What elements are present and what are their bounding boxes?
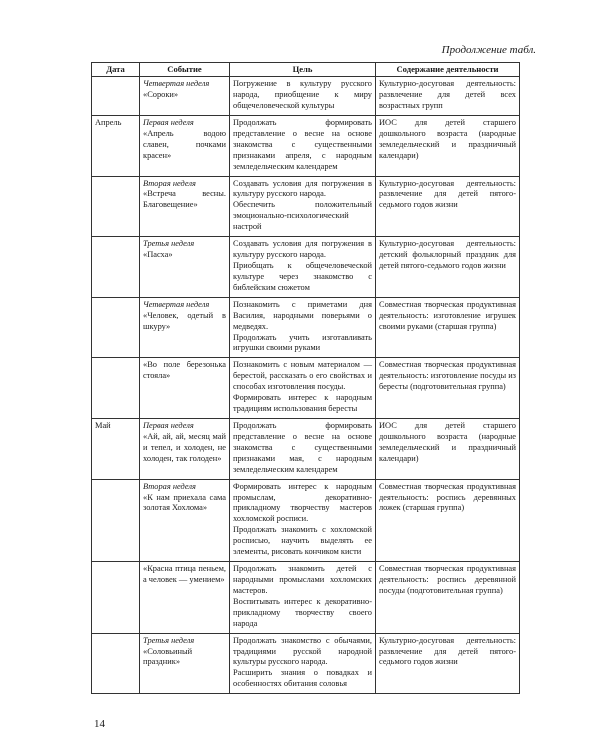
event-cell bbox=[140, 297, 230, 358]
event-cell bbox=[140, 176, 230, 237]
content-cell bbox=[376, 77, 520, 116]
date-cell bbox=[92, 479, 140, 561]
header-date: Дата bbox=[92, 63, 140, 77]
week-label: Четвертая неделя bbox=[143, 299, 210, 309]
content-text: ИОС для детей старшего дошкольного возраста (народные земледельческий и праздничный календари) bbox=[379, 420, 516, 463]
table-row bbox=[92, 115, 520, 176]
week-label: Третья неделя bbox=[143, 239, 195, 249]
goal-text: Продолжать формировать представление о весне на основе знакомства с существенными признаками мая, с народным земледельческим календарем bbox=[233, 420, 372, 474]
event-cell bbox=[140, 633, 230, 694]
event-cell bbox=[140, 479, 230, 561]
goal-text: Расширить знания о повадках и особенностях обитания соловья bbox=[233, 668, 372, 689]
page-number: 14 bbox=[94, 718, 105, 730]
table-row bbox=[92, 176, 520, 237]
header-event: Событие bbox=[140, 63, 230, 77]
table-row bbox=[92, 562, 520, 634]
date-cell bbox=[92, 176, 140, 237]
content-text: Совместная творческая продуктивная деятельность: роспись деревянной посуды (подготовительная группа) bbox=[379, 564, 516, 595]
date-cell: Май bbox=[92, 418, 140, 479]
table-row bbox=[92, 237, 520, 298]
goal-cell bbox=[230, 418, 376, 479]
goal-cell bbox=[230, 358, 376, 419]
week-label: Вторая неделя bbox=[143, 481, 196, 491]
week-label: Четвертая неделя bbox=[143, 79, 210, 89]
goal-text: Продолжать учить изготавливать игрушки своими руками bbox=[233, 332, 372, 353]
goal-text: Создавать условия для погружения в культуру русского народа. bbox=[233, 239, 372, 260]
event-cell bbox=[140, 237, 230, 298]
goal-text: Познакомить с приметами дня Василия, народными поверьями о медведях. bbox=[233, 299, 372, 331]
table-continuation-caption: Продолжение табл. bbox=[441, 44, 536, 56]
event-cell bbox=[140, 77, 230, 116]
content-text: Совместная творческая продуктивная деятельность: изготовление посуды из бересты (подготовительная группа) bbox=[379, 360, 516, 392]
date-cell: Апрель bbox=[92, 115, 140, 176]
content-text: Совместная творческая продуктивная деятельность: роспись деревянных ложек (старшая группа) bbox=[379, 481, 516, 513]
event-cell bbox=[140, 115, 230, 176]
content-cell bbox=[376, 237, 520, 298]
goal-text: Погружение в культуру русского народа, приобщение к миру общечеловеческой культуры bbox=[233, 79, 372, 111]
content-text: Культурно-досуговая деятельность: развлечение для детей всех возрастных групп bbox=[379, 79, 516, 111]
goal-cell bbox=[230, 176, 376, 237]
header-goal: Цель bbox=[230, 63, 376, 77]
content-cell bbox=[376, 633, 520, 694]
goal-text: Формировать интерес к народным промыслам, декоративно-прикладному творчеству мастеров хохломской росписи. bbox=[233, 481, 372, 524]
table-row bbox=[92, 358, 520, 419]
content-cell bbox=[376, 297, 520, 358]
content-text: ИОС для детей старшего дошкольного возраста (народные земледельческий и праздничный календари) bbox=[379, 117, 516, 160]
date-cell bbox=[92, 237, 140, 298]
goal-text: Воспитывать интерес к декоративно-прикладному творчеству своего народа bbox=[233, 596, 372, 628]
content-text: Культурно-досуговая деятельность: развлечение для детей пятого-седьмого годов жизни bbox=[379, 178, 516, 210]
goal-text: Продолжать знакомить детей с народными промыслами хохломских мастеров. bbox=[233, 564, 372, 595]
table-row bbox=[92, 77, 520, 116]
date-cell bbox=[92, 77, 140, 116]
goal-text: Приобщать к общечеловеческой культуре через знакомство с библейским сюжетом bbox=[233, 261, 372, 292]
goal-cell bbox=[230, 479, 376, 561]
event-cell bbox=[140, 418, 230, 479]
week-label: Первая неделя bbox=[143, 420, 194, 430]
content-text: Совместная творческая продуктивная деятельность: изготовление игрушек своими руками (старшая группа) bbox=[379, 299, 516, 331]
goal-text: Создавать условия для погружения в культуру русского народа. bbox=[233, 178, 372, 199]
goal-cell bbox=[230, 237, 376, 298]
week-label: Третья неделя bbox=[143, 635, 195, 645]
table-row bbox=[92, 418, 520, 479]
event-title: «Во поле березонька стояла» bbox=[143, 360, 226, 381]
goal-text: Продолжать знакомить с хохломской росписью, научить выделять ее элементы, рисовать кончиком кисти bbox=[233, 525, 372, 557]
table-row bbox=[92, 297, 520, 358]
goal-cell bbox=[230, 77, 376, 116]
event-title: «Красна птица пеньем, а человек — умением» bbox=[143, 564, 226, 584]
date-cell bbox=[92, 358, 140, 419]
header-content: Содержание деятельности bbox=[376, 63, 520, 77]
week-label: Вторая неделя bbox=[143, 178, 196, 188]
event-title: «Пасха» bbox=[143, 250, 173, 260]
content-text: Культурно-досуговая деятельность: детский фольклорный праздник для детей пятого-седьмого годов жизни bbox=[379, 239, 516, 270]
event-cell bbox=[140, 562, 230, 634]
content-cell bbox=[376, 562, 520, 634]
date-cell bbox=[92, 297, 140, 358]
goal-text: Продолжать формировать представление о весне на основе знакомства с существенными признаками апреля, с народным земледельческим календарем bbox=[233, 117, 372, 171]
goal-cell bbox=[230, 115, 376, 176]
event-title: «Апрель водою славен, почками красен» bbox=[143, 128, 226, 160]
event-title: «К нам приехала сама золотая Хохлома» bbox=[143, 492, 226, 513]
event-title: «Встреча весны. Благовещение» bbox=[143, 189, 226, 210]
goal-text: Обеспечить положительный эмоционально-психологический настрой bbox=[233, 200, 372, 232]
table-row bbox=[92, 479, 520, 561]
event-title: «Соловьиный праздник» bbox=[143, 646, 193, 667]
week-label: Первая неделя bbox=[143, 117, 194, 127]
content-cell bbox=[376, 479, 520, 561]
event-cell bbox=[140, 358, 230, 419]
event-title: «Ай, ай, ай, месяц май и тепел, и холоден, не холоден, так голоден» bbox=[143, 431, 226, 463]
goal-cell bbox=[230, 297, 376, 358]
content-cell bbox=[376, 115, 520, 176]
table-header-row bbox=[92, 63, 520, 77]
goal-text: Формировать интерес к народным традициям использования бересты bbox=[233, 393, 372, 414]
goal-text: Продолжать знакомство с обычаями, традициями русской народной культуры русского народа. bbox=[233, 635, 372, 667]
goal-cell bbox=[230, 562, 376, 634]
content-text: Культурно-досуговая деятельность: развлечение для детей пятого-седьмого годов жизни bbox=[379, 635, 516, 667]
content-cell bbox=[376, 418, 520, 479]
date-cell bbox=[92, 562, 140, 634]
activity-table bbox=[91, 62, 520, 694]
date-cell bbox=[92, 633, 140, 694]
table-row bbox=[92, 633, 520, 694]
event-title: «Человек, одетый в шкуру» bbox=[143, 310, 226, 331]
content-cell bbox=[376, 358, 520, 419]
event-title: «Сороки» bbox=[143, 90, 179, 100]
content-cell bbox=[376, 176, 520, 237]
goal-cell bbox=[230, 633, 376, 694]
goal-text: Познакомить с новым материалом — берестой, рассказать о его свойствах и способах изготовления посуды. bbox=[233, 360, 372, 392]
